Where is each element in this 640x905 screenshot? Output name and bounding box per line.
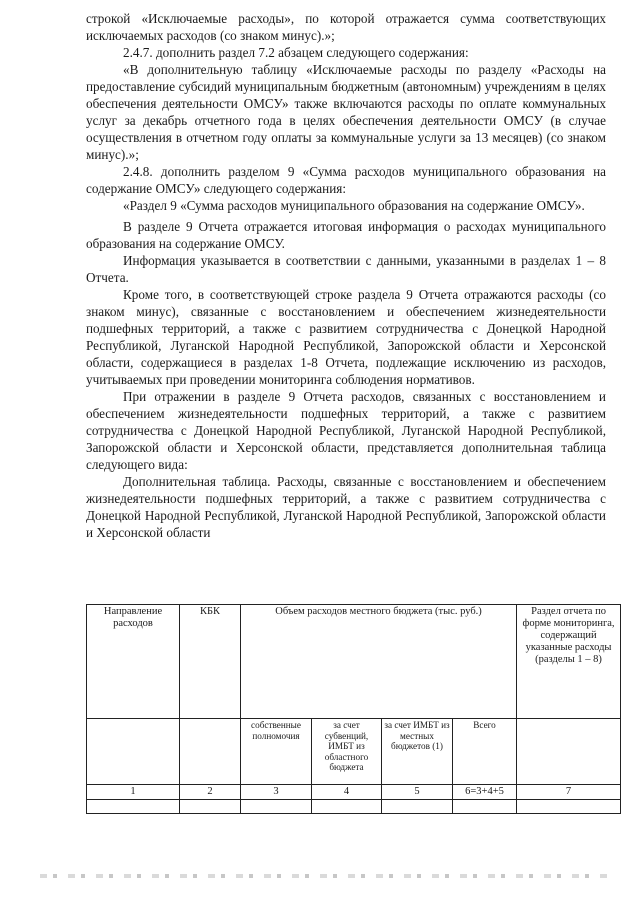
paragraph-6: В разделе 9 Отчета отражается итоговая информация о расходах муниципального образования на содержание ОМСУ. [86, 219, 606, 251]
col-number-4: 4 [312, 785, 382, 800]
paragraph-9: При отражении в разделе 9 Отчета расходов, связанных с восстановлением и обеспечением жизнедеятельности подшефных территорий, а также с развитием сотрудничества с Донецкой Народной Республикой, Луганской Народной Республикой, Запорожской области и Херсонской области, представляется дополнительная таблица следующего вида: [86, 389, 606, 472]
subheader-own: собственные полномочия [241, 719, 312, 785]
subheader-empty-1 [87, 719, 180, 785]
col-number-6: 6=3+4+5 [453, 785, 517, 800]
paragraph-7: Информация указывается в соответствии с данными, указанными в разделах 1 – 8 Отчета. [86, 253, 606, 285]
header-section: Раздел отчета по форме мониторинга, содержащий указанные расходы (разделы 1 – 8) [517, 605, 621, 719]
paragraph-8: Кроме того, в соответствующей строке раздела 9 Отчета отражаются расходы (со знаком минус), связанные с восстановлением и обеспечением жизнедеятельности подшефных территорий, а также с развитием сотрудничества с Донецкой Народной Республикой, Луганской Народной Республикой, Запорожской области и Херсонской области, содержащиеся в разделах 1-8 Отчета, подлежащие исключению из расходов, учитываемых при проведении мониторинга соблюдения нормативов. [86, 287, 606, 387]
empty-data-row [87, 800, 621, 814]
col-number-1: 1 [87, 785, 180, 800]
document-body [86, 10, 606, 541]
subheader-empty-2 [180, 719, 241, 785]
data-cell [453, 800, 517, 814]
data-cell [382, 800, 453, 814]
data-cell [517, 800, 621, 814]
subheader-total: Всего [453, 719, 517, 785]
header-kbk: КБК [180, 605, 241, 719]
subheader-empty-3 [517, 719, 621, 785]
header-direction: Направление расходов [87, 605, 180, 719]
paragraph-5: «Раздел 9 «Сумма расходов муниципального образования на содержание ОМСУ». [123, 198, 585, 213]
data-cell [180, 800, 241, 814]
paragraph-10: Дополнительная таблица. Расходы, связанные с восстановлением и обеспечением жизнедеятельности подшефных территорий, а также с развитием сотрудничества с Донецкой Народной Республикой, Луганской Народной Республикой, Запорожской области и Херсонской области [86, 474, 606, 540]
data-cell [87, 800, 180, 814]
data-cell [312, 800, 382, 814]
additional-table [86, 604, 621, 814]
header-volume: Объем расходов местного бюджета (тыс. руб.) [241, 605, 517, 719]
col-number-5: 5 [382, 785, 453, 800]
col-number-7: 7 [517, 785, 621, 800]
data-cell [241, 800, 312, 814]
column-numbers-row [87, 785, 621, 800]
paragraph-2: 2.4.7. дополнить раздел 7.2 абзацем следующего содержания: [123, 45, 469, 60]
subheader-subsidies: за счет субвенций, ИМБТ из областного бюджета [312, 719, 382, 785]
paragraph-3: «В дополнительную таблицу «Исключаемые расходы по разделу «Расходы на предоставление субсидий муниципальным бюджетным (автономным) учреждениям в целях обеспечения деятельности ОМСУ» также включаются расходы по оплате коммунальных услуг за декабрь отчетного года в целях обеспечения деятельности ОМСУ (в случае осуществления в отчетном году оплаты за коммунальные услуги за 13 месяцев) (со знаком минус).»; [86, 62, 606, 162]
scan-artifact-line [40, 874, 610, 878]
col-number-2: 2 [180, 785, 241, 800]
subheader-imbt-local: за счет ИМБТ из местных бюджетов (1) [382, 719, 453, 785]
paragraph-1: строкой «Исключаемые расходы», по которой отражается сумма соответствующих исключаемых расходов (со знаком минус).»; [86, 11, 606, 43]
col-number-3: 3 [241, 785, 312, 800]
paragraph-4: 2.4.8. дополнить разделом 9 «Сумма расходов муниципального образования на содержание ОМСУ» следующего содержания: [86, 164, 606, 196]
